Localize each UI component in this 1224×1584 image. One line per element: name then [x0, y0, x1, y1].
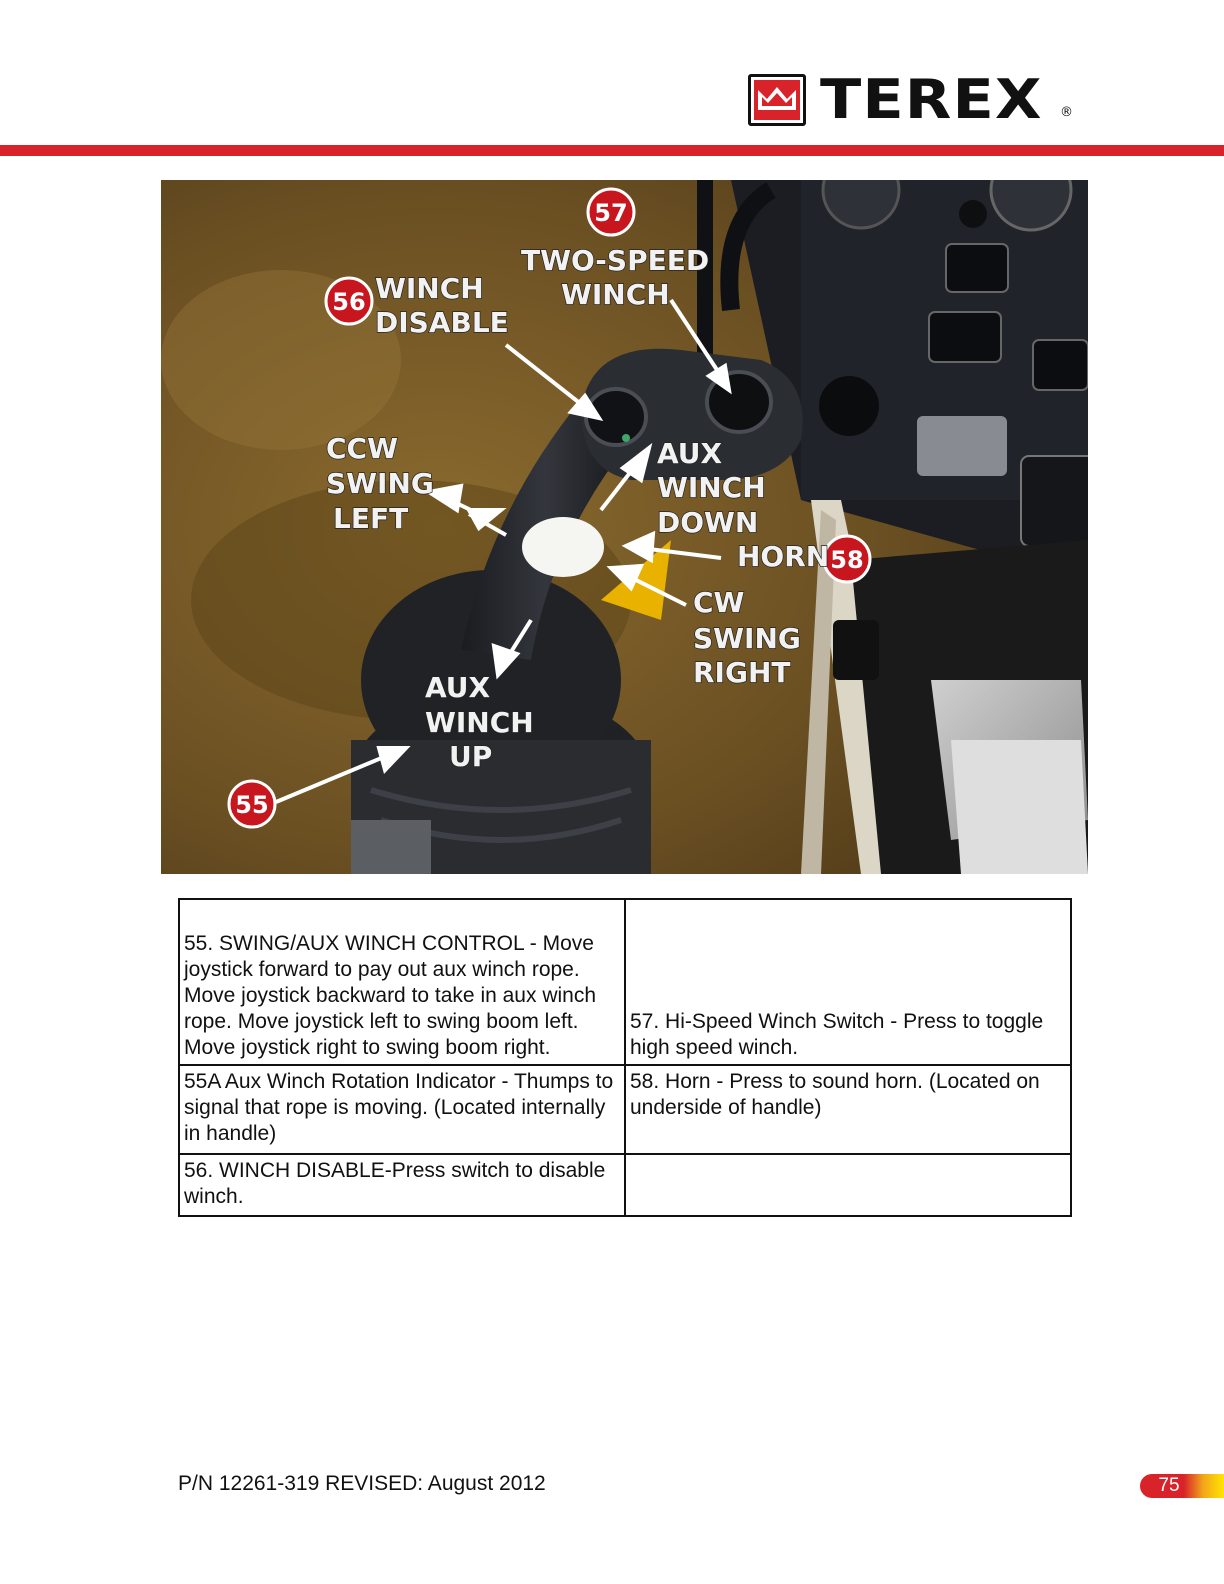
table-cell-empty	[625, 1154, 1071, 1216]
label-aux-down: AUX	[657, 437, 723, 470]
label-two-speed: TWO-SPEED	[521, 244, 710, 277]
label-aux-down-down: DOWN	[657, 506, 759, 539]
label-horn: HORN	[737, 540, 830, 573]
table-cell-55: 55. SWING/AUX WINCH CONTROL - Move joystick forward to pay out aux winch rope. Move joystick backward to take in aux winch rope. Move joystick left to swing boom left. Move joystick right to swing boom right.	[179, 899, 625, 1065]
table-cell-55a: 55A Aux Winch Rotation Indicator - Thumps to signal that rope is moving. (Located internally in handle)	[179, 1065, 625, 1154]
svg-text:58: 58	[830, 546, 864, 574]
crown-logo-icon	[748, 74, 806, 126]
label-winch-disable: WINCH	[375, 272, 484, 305]
joystick-photo	[161, 180, 1088, 874]
callout-badge-55	[229, 781, 275, 827]
label-aux-up-up: UP	[449, 740, 493, 773]
label-aux-up: AUX	[425, 671, 491, 704]
controls-description-table	[178, 898, 1072, 1217]
callout-badge-57	[588, 189, 634, 235]
svg-text:56: 56	[332, 288, 366, 316]
table-row	[179, 1154, 1071, 1216]
registered-mark: ®	[1060, 105, 1073, 120]
label-aux-up-winch: WINCH	[425, 706, 534, 739]
table-cell-57: 57. Hi-Speed Winch Switch - Press to toggle high speed winch.	[625, 899, 1071, 1065]
terex-logo	[748, 68, 1073, 131]
table-row	[179, 1065, 1071, 1154]
label-cw-swing: SWING	[693, 622, 801, 655]
table-row	[179, 899, 1071, 1065]
svg-text:57: 57	[594, 199, 628, 227]
table-cell-58: 58. Horn - Press to sound horn. (Located on underside of handle)	[625, 1065, 1071, 1154]
brand-wordmark: TEREX	[820, 68, 1043, 131]
svg-text:55: 55	[235, 791, 269, 819]
label-ccw-left: LEFT	[333, 502, 409, 535]
label-ccw: CCW	[326, 432, 398, 465]
label-aux-down-winch: WINCH	[657, 471, 766, 504]
part-number-footer: P/N 12261-319 REVISED: August 2012	[178, 1472, 546, 1495]
callout-badge-58	[824, 536, 870, 582]
label-winch-disable-2: DISABLE	[375, 306, 509, 339]
label-cw-right: RIGHT	[693, 656, 791, 689]
label-ccw-swing: SWING	[326, 467, 434, 500]
table-cell-56: 56. WINCH DISABLE-Press switch to disable winch.	[179, 1154, 625, 1216]
page-number: 75	[1158, 1475, 1180, 1496]
label-two-speed-winch: WINCH	[561, 278, 670, 311]
header-rule	[0, 145, 1224, 156]
callout-badge-56	[326, 278, 372, 324]
label-cw: CW	[693, 586, 745, 619]
